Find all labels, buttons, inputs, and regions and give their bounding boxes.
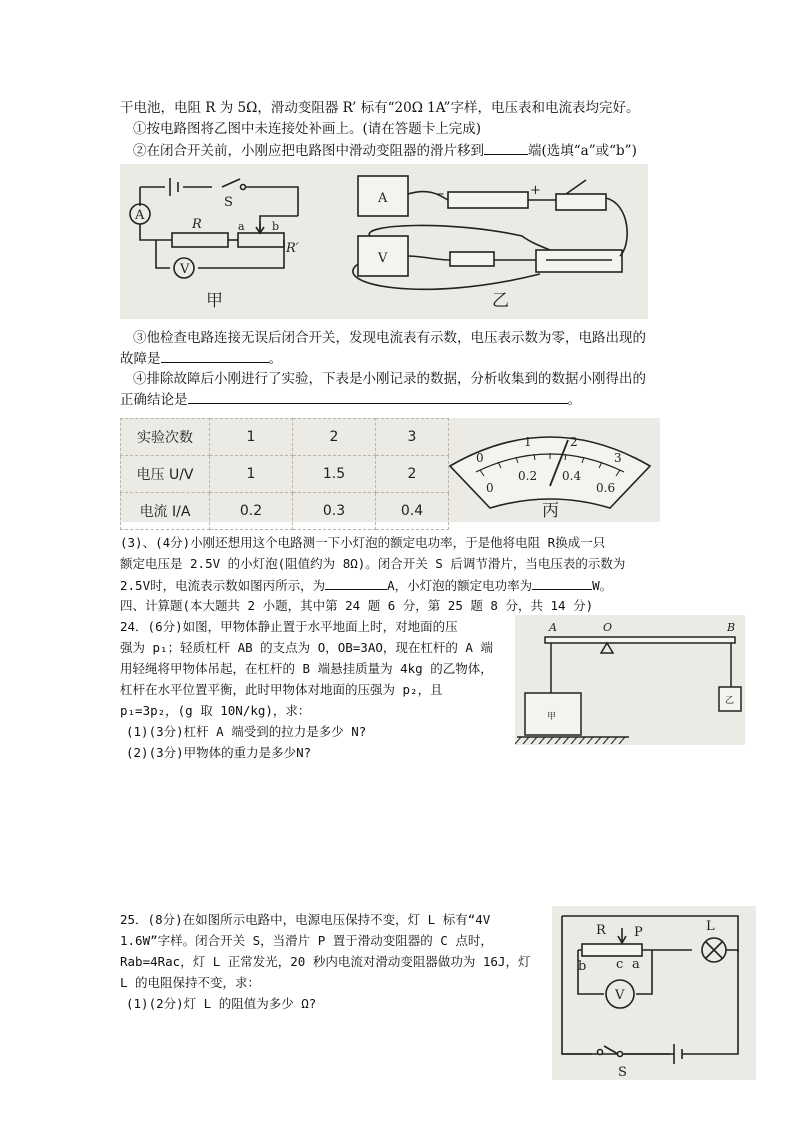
object-jia-label: 甲 (547, 712, 557, 722)
text-line: 用轻绳将甲物体吊起，在杠杆的 B 端悬挂质量为 4kg 的乙物体， (120, 661, 493, 676)
slider-p-label: P (634, 925, 643, 940)
text-line: 杠杆在水平位置平衡，此时甲物体对地面的压强为 p₂，且 (120, 682, 443, 697)
answer-blank[interactable] (484, 141, 528, 155)
scale-upper-label: 2 (570, 435, 578, 449)
question-item-4: ④排除故障后小刚进行了实验，下表是小刚记录的数据，分析收集到的数据小刚得出的 (133, 371, 646, 387)
text-line: (3)、(4分)小刚还想用这个电路测一下小灯泡的额定电功率，于是他将电阻 R换成一只 (120, 535, 606, 550)
text-line: 1.6W”字样。闭合开关 S，当滑片 P 置于滑动变阻器的 C 点时， (120, 933, 493, 948)
answer-blank[interactable] (325, 576, 387, 590)
table-cell: 实验次数 (121, 419, 210, 456)
table-cell: 电流 I/A (121, 493, 210, 530)
text-span: 。 (268, 351, 282, 367)
table-row (121, 456, 449, 493)
table-cell: 3 (376, 419, 449, 456)
rheostat-label: R′ (286, 241, 299, 256)
sub-question: (1)(2分)灯 L 的阻值为多少 Ω? (126, 996, 317, 1011)
table-cell: 0.2 (210, 493, 293, 530)
text-line (120, 576, 612, 595)
text-line: 额定电压是 2.5V 的小灯泡(阻值约为 8Ω)。闭合开关 S 后调节滑片，当电压表的示数为 (120, 556, 626, 571)
answer-blank[interactable] (161, 349, 269, 363)
table-cell: 1 (210, 456, 293, 493)
ammeter-dial-bing (440, 420, 660, 522)
table-cell: 0.4 (376, 493, 449, 530)
table-row (121, 493, 449, 530)
figure-caption-yi: 乙 (492, 291, 509, 311)
battery-plus-label: + (530, 183, 541, 198)
point-a-label: a (632, 957, 640, 972)
sub-question: (1)(3分)杠杆 A 端受到的拉力是多少 N? (126, 724, 367, 739)
figure-caption-bing: 丙 (542, 501, 559, 521)
lamp-l-label: L (706, 919, 715, 934)
circuit-figure-25 (552, 906, 756, 1080)
table-row (121, 419, 449, 456)
circuit-figure-jia-yi (120, 164, 648, 319)
text-span: ②在闭合开关前，小刚应把电路图中滑动变阻器的滑片移到 (133, 143, 484, 159)
rheostat-r-label: R (596, 923, 606, 938)
rheostat-end-a: a (238, 220, 245, 233)
text-span: 故障是 (120, 351, 161, 367)
rheostat-end-b: b (272, 220, 280, 233)
scale-lower-label: 0.2 (518, 469, 538, 483)
ammeter-label: A (135, 208, 145, 223)
table-cell: 0.3 (293, 493, 376, 530)
lever-end-b: B (727, 621, 736, 634)
question-item-1: ①按电路图将乙图中未连接处补画上。(请在答题卡上完成) (133, 121, 482, 137)
scale-upper-label: 3 (614, 451, 622, 465)
question-item-3: ③他检查电路连接无误后闭合开关，发现电流表有示数，电压表示数为零，电路出现的 (133, 330, 646, 346)
point-c-label: c (616, 957, 624, 972)
table-cell: 1 (210, 419, 293, 456)
text-line (120, 390, 581, 409)
text-span: 端(选填“a”或“b”) (528, 143, 637, 159)
question-25: 25．(8分)在如图所示电路中，电源电压保持不变，灯 L 标有“4V (120, 912, 491, 927)
question-item-2 (133, 141, 637, 160)
scale-upper-label: 1 (524, 435, 532, 449)
table-cell: 2 (293, 419, 376, 456)
voltmeter-label: V (180, 262, 190, 277)
lever-figure (515, 615, 745, 745)
point-b-label: b (578, 959, 587, 974)
text-span: 正确结论是 (120, 392, 188, 408)
resistor-label: R (192, 217, 202, 232)
lever-end-a: A (549, 621, 557, 634)
data-table (120, 418, 449, 530)
scale-lower-label: 0.4 (562, 469, 582, 483)
sub-question: (2)(3分)甲物体的重力是多少N? (126, 745, 312, 760)
lever-fulcrum-o: O (603, 621, 613, 634)
switch-s-label: S (618, 1065, 627, 1080)
section-heading: 四、计算题(本大题共 2 小题，其中第 24 题 6 分，第 25 题 8 分，共 14 分) (120, 598, 594, 613)
scale-lower-label: 0 (486, 481, 494, 495)
voltmeter-label: V (615, 988, 625, 1003)
voltmeter-device-label: V (378, 251, 388, 266)
battery-minus-label: − (434, 187, 445, 202)
text-span: W。 (592, 578, 613, 593)
text-line: L 的电阻保持不变，求： (120, 975, 261, 990)
scale-lower-label: 0.6 (596, 481, 616, 495)
object-yi-label: 乙 (725, 696, 735, 706)
question-24: 24．(6分)如图，甲物体静止置于水平地面上时，对地面的压 (120, 619, 458, 634)
text-span: 2.5V时，电流表示数如图丙所示，为 (120, 578, 326, 593)
scale-upper-label: 0 (476, 451, 484, 465)
table-cell: 电压 U/V (121, 456, 210, 493)
text-line (120, 349, 282, 368)
table-cell: 1.5 (293, 456, 376, 493)
figure-caption-jia: 甲 (206, 291, 223, 311)
ammeter-device-label: A (378, 191, 388, 206)
text-line: p₁=3p₂，(g 取 10N/kg)，求： (120, 703, 311, 718)
switch-label: S (224, 195, 233, 210)
text-line: 干电池，电阻 R 为 5Ω，滑动变阻器 R’ 标有“20Ω 1A”字样，电压表和电流表均完好。 (120, 100, 640, 116)
text-span: A，小灯泡的额定电功率为 (387, 578, 533, 593)
text-span: 。 (567, 392, 581, 408)
answer-blank[interactable] (188, 390, 568, 404)
text-line: Rab=4Rac，灯 L 正常发光，20 秒内电流对滑动变阻器做功为 16J，灯 (120, 954, 531, 969)
answer-blank[interactable] (532, 576, 592, 590)
table-cell: 2 (376, 456, 449, 493)
text-line: 强为 p₁；轻质杠杆 AB 的支点为 O，OB=3AO，现在杠杆的 A 端 (120, 640, 493, 655)
